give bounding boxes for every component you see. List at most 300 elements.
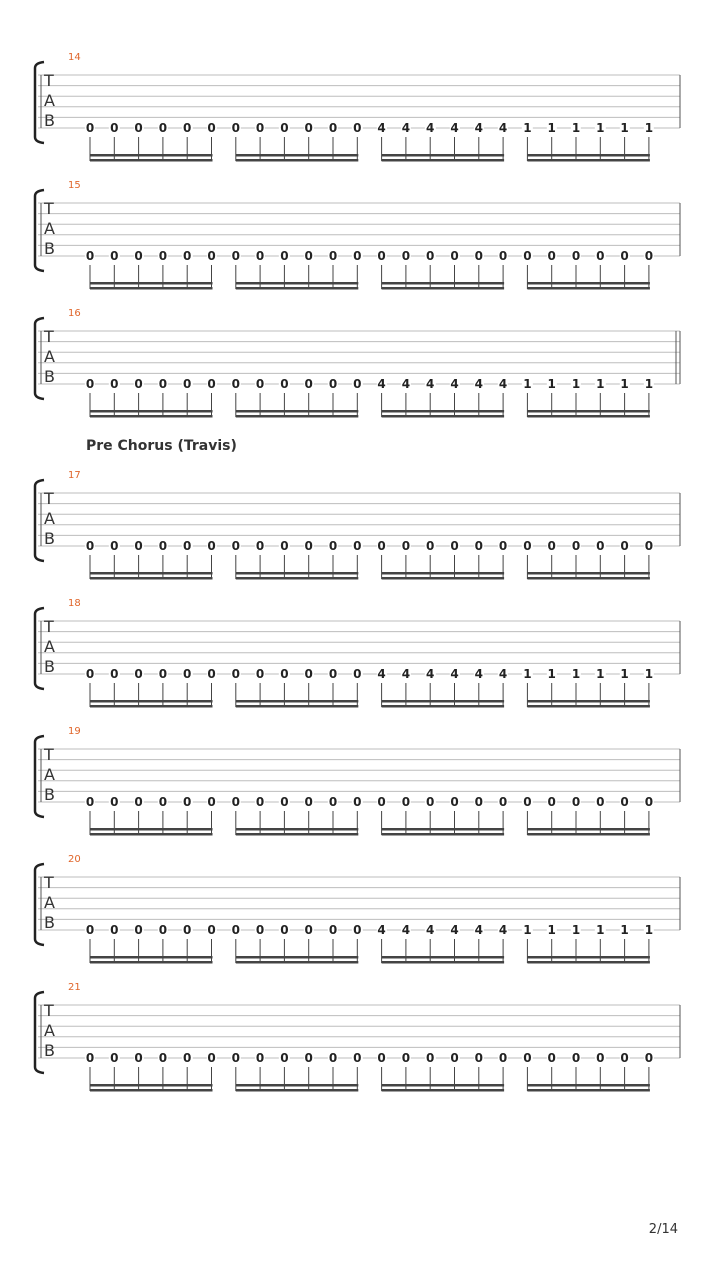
fret-number: 0 [498, 1051, 508, 1065]
fret-number: 1 [644, 121, 654, 135]
tab-clef-letter: T [44, 873, 54, 892]
fret-number: 0 [304, 377, 313, 391]
fret-number: 0 [183, 121, 192, 135]
fret-number: 1 [547, 667, 556, 681]
note-beam [90, 282, 213, 285]
note-beam [527, 572, 650, 575]
tab-clef-letter: A [44, 219, 55, 239]
fret-number: 0 [110, 667, 119, 681]
note-beam [236, 1084, 358, 1087]
fret-number: 1 [523, 667, 532, 681]
fret-number: 0 [401, 249, 411, 263]
note-beam [527, 833, 650, 836]
page-number: 2/14 [648, 1222, 678, 1237]
fret-number: 4 [426, 377, 435, 391]
fret-number: 4 [401, 121, 411, 135]
fret-number: 0 [158, 667, 168, 681]
fret-number: 0 [353, 667, 362, 681]
fret-number: 0 [183, 1051, 192, 1065]
fret-number: 1 [523, 121, 532, 135]
note-beam [90, 833, 213, 836]
fret-number: 4 [426, 923, 435, 937]
fret-number: 0 [85, 923, 95, 937]
fret-number: 0 [85, 121, 95, 135]
fret-number: 0 [353, 1051, 362, 1065]
fret-number: 0 [426, 1051, 435, 1065]
measure-number: 21 [68, 982, 81, 993]
note-beam [90, 1089, 213, 1092]
note-beam [90, 154, 213, 157]
fret-number: 1 [620, 377, 629, 391]
fret-number: 0 [110, 377, 119, 391]
fret-number: 0 [183, 667, 192, 681]
fret-number: 0 [644, 795, 654, 809]
fret-number: 0 [110, 1051, 119, 1065]
fret-number: 0 [523, 1051, 532, 1065]
tab-clef-letter: B [44, 239, 55, 259]
fret-number: 1 [571, 121, 581, 135]
fret-number: 0 [231, 539, 240, 553]
fret-number: 0 [207, 795, 216, 809]
fret-number: 0 [134, 539, 143, 553]
fret-number: 4 [377, 377, 386, 391]
fret-number: 0 [328, 795, 338, 809]
fret-number: 4 [450, 377, 459, 391]
note-beam [527, 828, 650, 831]
note-beam [90, 705, 213, 708]
measure-number: 15 [68, 180, 81, 191]
fret-number: 1 [571, 923, 581, 937]
fret-number: 0 [523, 539, 532, 553]
measure-number: 16 [68, 308, 81, 319]
note-beam [236, 287, 358, 290]
note-beam [527, 410, 650, 413]
fret-number: 0 [304, 249, 313, 263]
fret-number: 0 [401, 539, 411, 553]
tab-clef-letter: T [44, 1001, 54, 1020]
fret-number: 0 [353, 249, 362, 263]
fret-number: 4 [450, 667, 459, 681]
fret-number: 0 [450, 539, 459, 553]
system-bracket [35, 318, 44, 399]
fret-number: 0 [85, 667, 95, 681]
fret-number: 0 [474, 1051, 483, 1065]
fret-number: 0 [280, 539, 289, 553]
fret-number: 0 [207, 667, 216, 681]
fret-number: 0 [183, 923, 192, 937]
fret-number: 0 [255, 795, 265, 809]
tab-staff [0, 604, 720, 704]
fret-number: 0 [644, 539, 654, 553]
measure-number: 18 [68, 598, 81, 609]
fret-number: 0 [255, 1051, 265, 1065]
tab-staff [0, 186, 720, 286]
tab-clef-letter: B [44, 111, 55, 131]
fret-number: 1 [620, 667, 629, 681]
fret-number: 1 [547, 923, 556, 937]
note-beam [382, 572, 505, 575]
fret-number: 0 [620, 1051, 629, 1065]
fret-number: 0 [377, 539, 386, 553]
note-beam [382, 700, 505, 703]
measure-number: 17 [68, 470, 81, 481]
fret-number: 0 [255, 923, 265, 937]
note-beam [382, 282, 505, 285]
note-beam [90, 1084, 213, 1087]
tab-clef-letter: A [44, 765, 55, 785]
fret-number: 1 [571, 667, 581, 681]
tab-staff [0, 732, 720, 832]
fret-number: 0 [328, 121, 338, 135]
fret-number: 0 [426, 249, 435, 263]
fret-number: 0 [207, 1051, 216, 1065]
fret-number: 4 [426, 121, 435, 135]
fret-number: 0 [474, 539, 483, 553]
note-beam [527, 287, 650, 290]
fret-number: 0 [207, 249, 216, 263]
fret-number: 0 [280, 249, 289, 263]
note-beam [90, 828, 213, 831]
note-beam [236, 705, 358, 708]
fret-number: 0 [620, 249, 629, 263]
fret-number: 0 [280, 923, 289, 937]
fret-number: 0 [571, 249, 581, 263]
fret-number: 4 [401, 923, 411, 937]
note-beam [236, 961, 358, 964]
note-beam [527, 577, 650, 580]
tab-staff [0, 860, 720, 960]
tab-clef-letter: B [44, 657, 55, 677]
note-beam [90, 572, 213, 575]
fret-number: 0 [571, 539, 581, 553]
note-beam [382, 154, 505, 157]
fret-number: 0 [547, 539, 556, 553]
tab-clef-letter: B [44, 367, 55, 387]
fret-number: 1 [596, 121, 605, 135]
fret-number: 4 [498, 121, 508, 135]
fret-number: 0 [134, 249, 143, 263]
note-beam [90, 961, 213, 964]
fret-number: 0 [231, 795, 240, 809]
note-beam [236, 577, 358, 580]
tab-staff [0, 988, 720, 1088]
system-bracket [35, 736, 44, 817]
fret-number: 0 [134, 121, 143, 135]
fret-number: 0 [255, 121, 265, 135]
note-beam [527, 956, 650, 959]
note-beam [527, 1089, 650, 1092]
fret-number: 4 [401, 377, 411, 391]
fret-number: 0 [328, 667, 338, 681]
fret-number: 0 [304, 539, 313, 553]
note-beam [90, 415, 213, 418]
fret-number: 0 [596, 1051, 605, 1065]
fret-number: 0 [85, 377, 95, 391]
fret-number: 0 [571, 795, 581, 809]
note-beam [236, 828, 358, 831]
note-beam [527, 159, 650, 162]
fret-number: 1 [523, 923, 532, 937]
fret-number: 0 [280, 1051, 289, 1065]
fret-number: 1 [523, 377, 532, 391]
fret-number: 0 [328, 923, 338, 937]
fret-number: 0 [498, 539, 508, 553]
fret-number: 0 [280, 795, 289, 809]
tab-staff [0, 314, 720, 414]
fret-number: 0 [644, 1051, 654, 1065]
note-beam [527, 700, 650, 703]
fret-number: 0 [523, 795, 532, 809]
fret-number: 1 [547, 121, 556, 135]
fret-number: 0 [401, 795, 411, 809]
fret-number: 0 [231, 1051, 240, 1065]
fret-number: 4 [498, 923, 508, 937]
fret-number: 0 [255, 377, 265, 391]
fret-number: 0 [401, 1051, 411, 1065]
fret-number: 0 [231, 923, 240, 937]
fret-number: 0 [547, 795, 556, 809]
fret-number: 0 [231, 249, 240, 263]
fret-number: 0 [134, 377, 143, 391]
fret-number: 0 [353, 377, 362, 391]
fret-number: 4 [474, 121, 483, 135]
note-beam [236, 700, 358, 703]
note-beam [382, 833, 505, 836]
tab-clef-letter: T [44, 71, 54, 90]
system-bracket [35, 864, 44, 945]
fret-number: 0 [377, 249, 386, 263]
tab-clef-letter: T [44, 327, 54, 346]
tab-clef-letter: A [44, 893, 55, 913]
fret-number: 1 [571, 377, 581, 391]
note-beam [236, 159, 358, 162]
fret-number: 0 [474, 249, 483, 263]
fret-number: 4 [377, 121, 386, 135]
fret-number: 0 [158, 249, 168, 263]
note-beam [382, 705, 505, 708]
fret-number: 1 [596, 667, 605, 681]
fret-number: 0 [571, 1051, 581, 1065]
fret-number: 0 [620, 795, 629, 809]
tab-clef-letter: A [44, 1021, 55, 1041]
fret-number: 0 [523, 249, 532, 263]
fret-number: 4 [474, 923, 483, 937]
fret-number: 4 [377, 667, 386, 681]
note-beam [527, 705, 650, 708]
fret-number: 0 [426, 539, 435, 553]
note-beam [382, 577, 505, 580]
fret-number: 4 [450, 923, 459, 937]
fret-number: 0 [450, 795, 459, 809]
note-beam [382, 1084, 505, 1087]
note-beam [527, 154, 650, 157]
note-beam [382, 956, 505, 959]
fret-number: 0 [304, 795, 313, 809]
fret-number: 1 [596, 923, 605, 937]
measure-number: 19 [68, 726, 81, 737]
fret-number: 0 [207, 539, 216, 553]
fret-number: 4 [450, 121, 459, 135]
fret-number: 0 [158, 795, 168, 809]
note-beam [236, 1089, 358, 1092]
fret-number: 0 [158, 1051, 168, 1065]
fret-number: 4 [426, 667, 435, 681]
fret-number: 4 [498, 667, 508, 681]
fret-number: 0 [620, 539, 629, 553]
fret-number: 0 [474, 795, 483, 809]
fret-number: 0 [110, 795, 119, 809]
system-bracket [35, 608, 44, 689]
tab-clef-letter: B [44, 529, 55, 549]
fret-number: 0 [450, 1051, 459, 1065]
fret-number: 0 [547, 1051, 556, 1065]
fret-number: 0 [304, 1051, 313, 1065]
fret-number: 0 [207, 377, 216, 391]
fret-number: 0 [231, 667, 240, 681]
tab-clef-letter: T [44, 199, 54, 218]
fret-number: 1 [620, 121, 629, 135]
fret-number: 0 [110, 539, 119, 553]
fret-number: 4 [474, 667, 483, 681]
fret-number: 0 [255, 539, 265, 553]
fret-number: 0 [498, 249, 508, 263]
tab-staff [0, 476, 720, 576]
fret-number: 0 [596, 249, 605, 263]
fret-number: 0 [280, 667, 289, 681]
fret-number: 0 [644, 249, 654, 263]
fret-number: 0 [134, 667, 143, 681]
fret-number: 1 [596, 377, 605, 391]
fret-number: 0 [183, 795, 192, 809]
fret-number: 0 [353, 795, 362, 809]
fret-number: 0 [547, 249, 556, 263]
fret-number: 0 [183, 539, 192, 553]
fret-number: 0 [596, 795, 605, 809]
fret-number: 0 [85, 539, 95, 553]
fret-number: 0 [450, 249, 459, 263]
tab-clef-letter: A [44, 509, 55, 529]
system-bracket [35, 992, 44, 1073]
note-beam [382, 828, 505, 831]
note-beam [90, 956, 213, 959]
note-beam [382, 410, 505, 413]
fret-number: 0 [85, 1051, 95, 1065]
fret-number: 0 [158, 121, 168, 135]
tab-clef-letter: A [44, 347, 55, 367]
tab-clef-letter: B [44, 1041, 55, 1061]
fret-number: 0 [158, 923, 168, 937]
note-beam [236, 956, 358, 959]
fret-number: 0 [328, 539, 338, 553]
tab-staff [0, 58, 720, 158]
tab-clef-letter: B [44, 913, 55, 933]
tab-clef-letter: A [44, 91, 55, 111]
note-beam [236, 154, 358, 157]
fret-number: 0 [304, 667, 313, 681]
fret-number: 0 [110, 121, 119, 135]
note-beam [382, 287, 505, 290]
note-beam [90, 159, 213, 162]
note-beam [90, 577, 213, 580]
note-beam [382, 415, 505, 418]
note-beam [527, 282, 650, 285]
note-beam [236, 410, 358, 413]
fret-number: 0 [85, 795, 95, 809]
fret-number: 4 [498, 377, 508, 391]
fret-number: 0 [134, 923, 143, 937]
fret-number: 0 [255, 667, 265, 681]
fret-number: 0 [304, 121, 313, 135]
fret-number: 0 [426, 795, 435, 809]
note-beam [236, 282, 358, 285]
note-beam [382, 961, 505, 964]
note-beam [90, 287, 213, 290]
fret-number: 0 [183, 377, 192, 391]
tab-clef-letter: T [44, 489, 54, 508]
fret-number: 0 [328, 1051, 338, 1065]
fret-number: 0 [304, 923, 313, 937]
fret-number: 0 [498, 795, 508, 809]
fret-number: 0 [207, 923, 216, 937]
fret-number: 0 [353, 121, 362, 135]
fret-number: 0 [134, 1051, 143, 1065]
fret-number: 0 [158, 539, 168, 553]
fret-number: 0 [231, 121, 240, 135]
note-beam [236, 833, 358, 836]
note-beam [527, 961, 650, 964]
fret-number: 1 [644, 923, 654, 937]
section-label: Pre Chorus (Travis) [86, 438, 237, 454]
note-beam [90, 700, 213, 703]
fret-number: 0 [353, 539, 362, 553]
tab-clef-letter: A [44, 637, 55, 657]
measure-number: 20 [68, 854, 81, 865]
note-beam [527, 1084, 650, 1087]
fret-number: 0 [328, 249, 338, 263]
fret-number: 0 [207, 121, 216, 135]
fret-number: 4 [377, 923, 386, 937]
fret-number: 4 [401, 667, 411, 681]
fret-number: 0 [231, 377, 240, 391]
fret-number: 0 [377, 1051, 386, 1065]
fret-number: 0 [280, 377, 289, 391]
measure-number: 14 [68, 52, 81, 63]
fret-number: 0 [377, 795, 386, 809]
fret-number: 0 [328, 377, 338, 391]
note-beam [236, 572, 358, 575]
system-bracket [35, 190, 44, 271]
fret-number: 0 [183, 249, 192, 263]
fret-number: 0 [596, 539, 605, 553]
tab-clef-letter: T [44, 745, 54, 764]
tab-clef-letter: T [44, 617, 54, 636]
system-bracket [35, 62, 44, 143]
fret-number: 0 [280, 121, 289, 135]
note-beam [382, 1089, 505, 1092]
note-beam [527, 415, 650, 418]
fret-number: 1 [644, 377, 654, 391]
note-beam [236, 415, 358, 418]
note-beam [382, 159, 505, 162]
fret-number: 0 [353, 923, 362, 937]
note-beam [90, 410, 213, 413]
tab-clef-letter: B [44, 785, 55, 805]
fret-number: 0 [134, 795, 143, 809]
fret-number: 0 [110, 249, 119, 263]
fret-number: 0 [85, 249, 95, 263]
fret-number: 4 [474, 377, 483, 391]
fret-number: 1 [547, 377, 556, 391]
